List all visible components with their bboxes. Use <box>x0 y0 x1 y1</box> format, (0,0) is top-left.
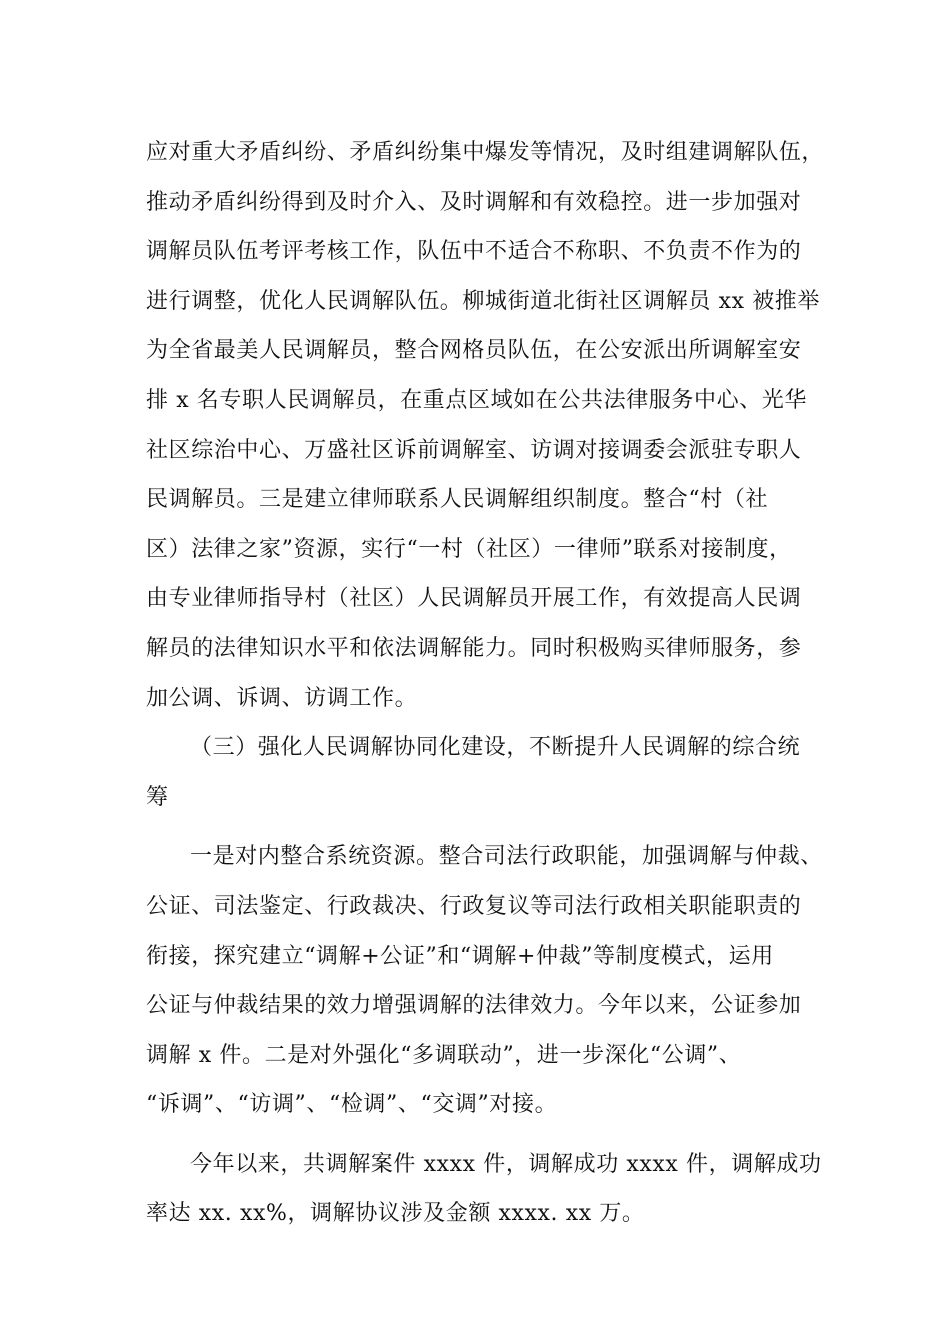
paragraph-statistics <box>146 1140 826 1239</box>
text-line: 调解 x 件。二是对外强化“多调联动”，进一步深化“公调”、 <box>146 1042 742 1068</box>
document-body <box>146 128 826 1239</box>
text-line: “诉调”、“访调”、“检调”、“交调”对接。 <box>146 1092 558 1118</box>
text-line: 区）法律之家”资源，实行“一村（社区）一律师”联系对接制度， <box>146 536 792 562</box>
text-line: 一是对内整合系统资源。整合司法行政职能，加强调解与仲裁、 <box>190 844 823 870</box>
text-line: 调解员队伍考评考核工作，队伍中不适合不称职、不负责不作为的 <box>146 239 802 265</box>
text-line: 推动矛盾纠纷得到及时介入、及时调解和有效稳控。进一步加强对 <box>146 189 802 215</box>
text-line: 社区综治中心、万盛社区诉前调解室、访调对接调委会派驻专职人 <box>146 437 802 463</box>
text-line: 率达 xx. xx%，调解协议涉及金额 xxxx. xx 万。 <box>146 1201 645 1227</box>
text-line: 进行调整，优化人民调解队伍。柳城街道北街社区调解员 xx 被推举 <box>146 288 821 314</box>
heading-line: 筹 <box>146 784 169 810</box>
text-line: 加公调、诉调、访调工作。 <box>146 685 418 711</box>
paragraph-spacer <box>146 822 826 832</box>
text-line: 公证、司法鉴定、行政裁决、行政复议等司法行政相关职能职责的 <box>146 893 802 919</box>
text-line: 民调解员。三是建立律师联系人民调解组织制度。整合“村（社 <box>146 487 769 513</box>
text-line: 为全省最美人民调解员，整合网格员队伍，在公安派出所调解室安 <box>146 338 802 364</box>
section-heading-3 <box>146 723 826 822</box>
text-line: 今年以来，共调解案件 xxxx 件，调解成功 xxxx 件，调解成功 <box>190 1151 822 1177</box>
text-line: 排 x 名专职人民调解员，在重点区域如在公共法律服务中心、光华 <box>146 387 807 413</box>
text-line: 应对重大矛盾纠纷、矛盾纠纷集中爆发等情况，及时组建调解队伍， <box>146 140 825 165</box>
text-line: 解员的法律知识水平和依法调解能力。同时积极购买律师服务，参 <box>146 635 802 661</box>
text-line: 公证与仲裁结果的效力增强调解的法律效力。今年以来，公证参加 <box>146 993 802 1019</box>
heading-line: （三）强化人民调解协同化建设，不断提升人民调解的综合统 <box>190 735 801 761</box>
paragraph-spacer <box>146 1130 826 1140</box>
paragraph-resource-integration <box>146 832 826 1130</box>
text-line: 衔接，探究建立“调解+公证”和“调解+仲裁”等制度模式，运用 <box>146 943 774 969</box>
text-line: 由专业律师指导村（社区）人民调解员开展工作，有效提高人民调 <box>146 586 802 612</box>
paragraph-mediation-team <box>146 128 826 723</box>
